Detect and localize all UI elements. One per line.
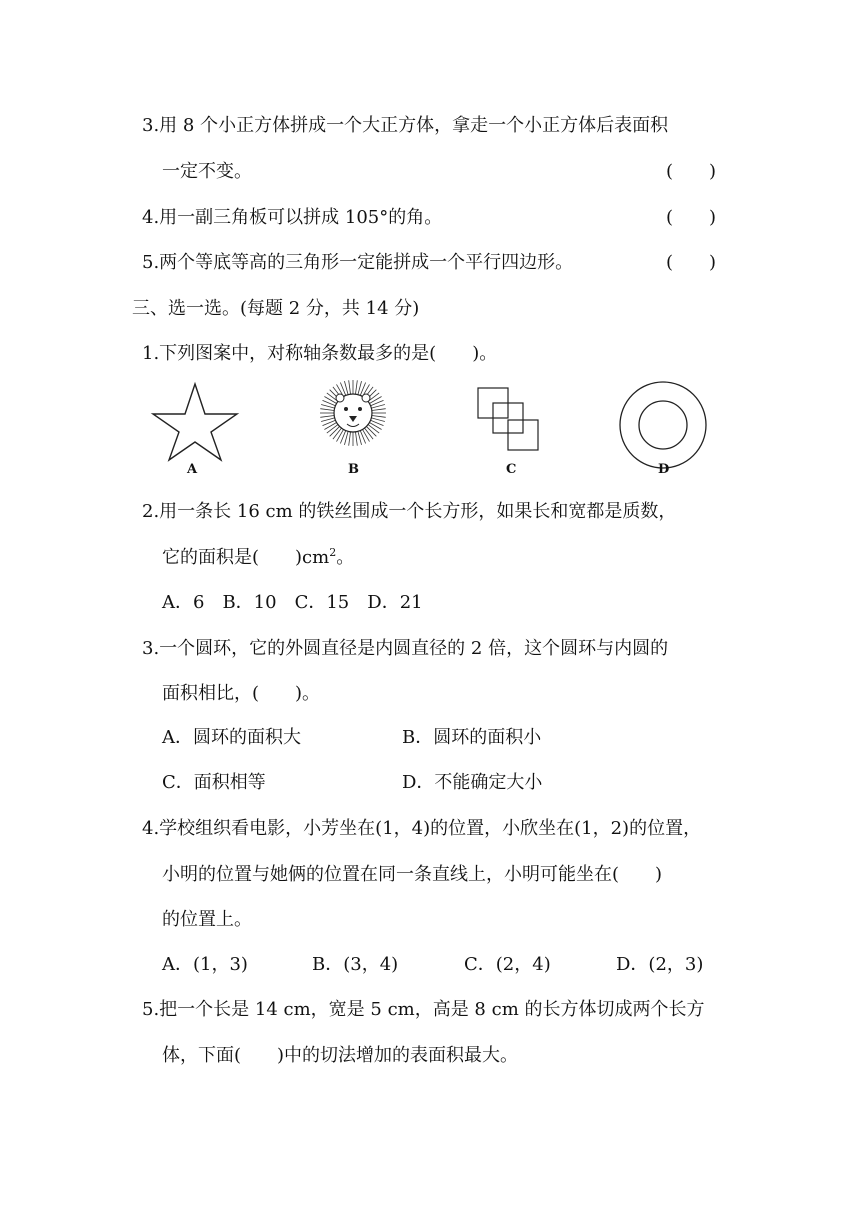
lion-mane-ray [323,400,336,405]
lion-mane-ray [327,425,338,434]
figure-label-d: D [658,462,670,477]
lion-mane-ray [321,418,335,422]
lion-mane-ray [366,426,376,436]
q4-answer-paren: ( ) [666,207,717,228]
lion-mane-ray [349,380,351,394]
choice-q3-line2: 面积相比，( )。 [162,683,321,704]
lion-face-figure [318,378,388,448]
lion-mane-ray [371,420,384,425]
lion-mane-ray [344,381,348,395]
choice-q2-line2: 它的面积是( )$cm^2$。 [162,546,355,568]
figure-label-b: B [348,462,359,477]
lion-mane-ray [321,404,335,408]
lion-mane-ray [369,397,381,404]
lion-mane-ray [324,423,336,430]
figure-label-a: A [187,462,198,477]
lion-mane-ray [320,415,334,417]
choice-q3-line1: 3.一个圆环，它的外圆直径是内圆直径的 2 倍，这个圆环与内圆的 [142,638,669,659]
q3-answer-paren: ( ) [666,161,717,182]
choice-q4-line1: 4.学校组织看电影，小芳坐在(1，4)的位置，小欣坐在(1，2)的位置， [142,818,702,839]
lion-mane-ray [337,429,344,441]
choice-q4-line3: 的位置上。 [162,909,252,930]
lion-mane-ray [344,431,348,445]
choice-q5-line2: 体，下面( )中的切法增加的表面积最大。 [162,1045,519,1066]
choice-q4-option-c: C．(2，4) [464,954,551,975]
choice-q4-option-b: B．(3，4) [312,954,399,975]
lion-mane-ray [368,425,379,434]
choice-q3-option-b: B．圆环的面积小 [402,727,542,748]
lion-mane-ray [340,431,345,444]
figure-label-c: C [506,462,517,477]
choice-q2-options: A．6 B．10 C．15 D．21 [162,592,423,613]
q4-judge: 4.用一副三角板可以拼成 105°的角。 [142,207,443,228]
lion-mane-ray [355,380,357,394]
lion-mane-ray [371,404,385,408]
choice-q3-option-d: D．不能确定大小 [402,772,543,793]
star-figure [150,380,240,460]
lion-mane-ray [330,426,340,436]
lion-mane-ray [369,423,381,430]
lion-mane-ray [340,383,345,396]
lion-mane-ray [358,381,362,395]
lion-mane-ray [358,431,362,445]
q3-judge-line2: 一定不变。 [162,161,252,182]
lion-mane-ray [355,432,357,446]
lion-mane-ray [360,383,365,396]
lion-mane-ray [360,431,365,444]
lion-mane-ray [363,429,370,441]
q5-answer-paren: ( ) [666,252,717,273]
lion-mane-ray [349,432,351,446]
lion-mane-ray [365,428,374,439]
lion-mane-ray [371,400,384,405]
lion-mane-ray [333,428,342,439]
lion-mane-ray [372,409,386,411]
choice-q4-option-d: D．(2，3) [616,954,704,975]
overlapping-squares-figure [476,386,542,456]
choice-q4-option-a: A．(1，3) [162,954,248,975]
q3-judge-line1: 3.用 8 个小正方体拼成一个大正方体，拿走一个小正方体后表面积 [142,115,669,136]
choice-q5-line1: 5.把一个长是 14 cm，宽是 5 cm，高是 8 cm 的长方体切成两个长方 [142,999,705,1020]
lion-mane-ray [324,397,336,404]
choice-q3-option-c: C．面积相等 [162,772,266,793]
choice-q1: 1.下列图案中，对称轴条数最多的是( )。 [142,343,498,364]
ring-figure [618,380,708,470]
q5-judge: 5.两个等底等高的三角形一定能拼成一个平行四边形。 [142,252,574,273]
choice-q3-option-a: A．圆环的面积大 [162,727,301,748]
section-heading: 三、选一选。(每题 2 分，共 14 分) [132,298,420,319]
lion-mane-ray [372,415,386,417]
lion-mane-ray [320,409,334,411]
choice-q4-line2: 小明的位置与她俩的位置在同一条直线上，小明可能坐在( ) [162,864,663,885]
lion-mane-ray [323,420,336,425]
choice-q2-line1: 2.用一条长 16 cm 的铁丝围成一个长方形，如果长和宽都是质数， [142,501,677,522]
lion-mane-ray [371,418,385,422]
